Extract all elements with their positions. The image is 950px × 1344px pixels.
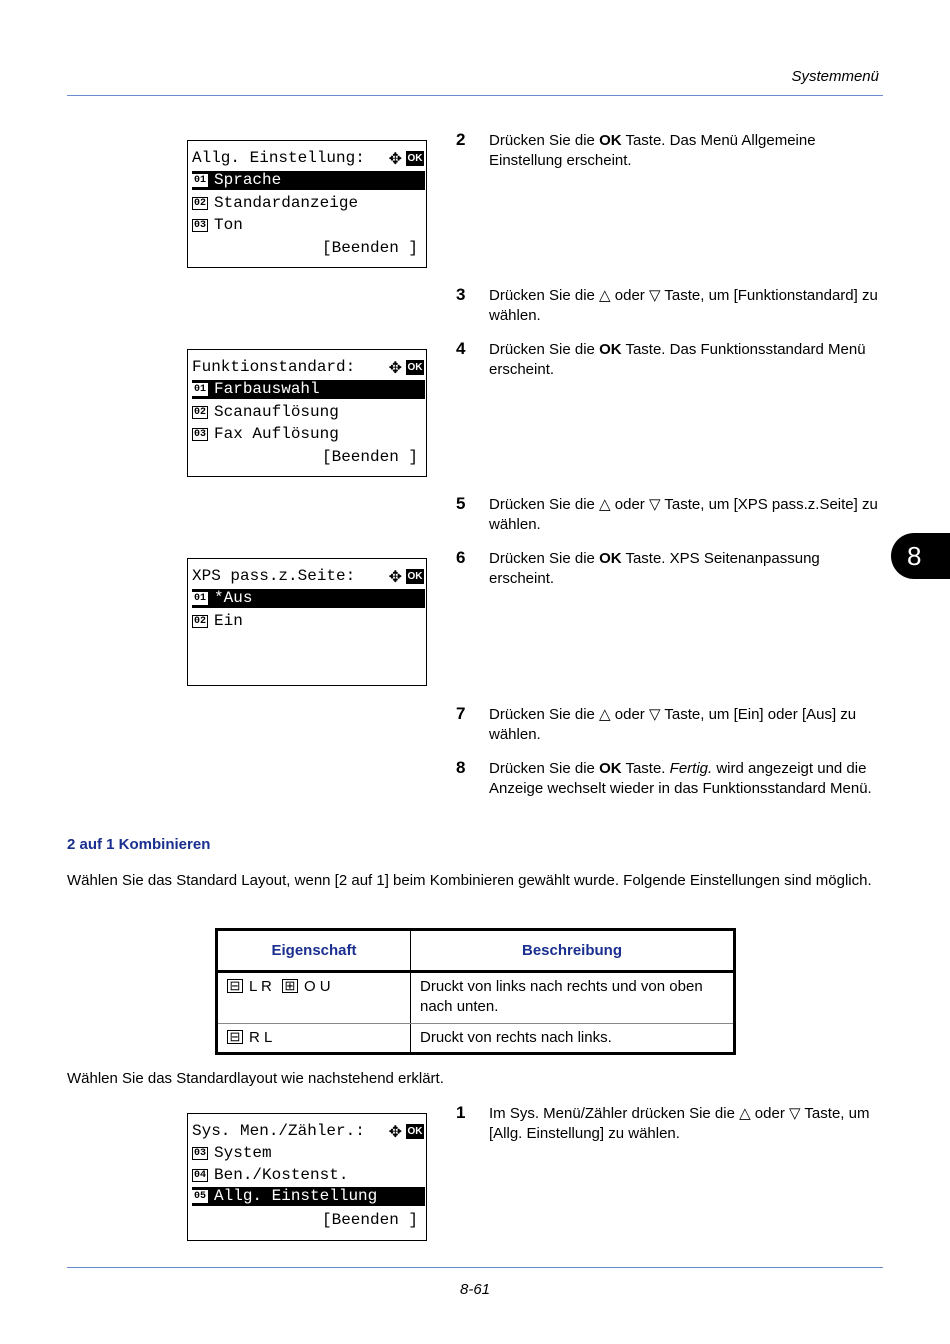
step-number: 8	[456, 758, 466, 777]
lcd-item: 02 Scanauflösung	[194, 403, 339, 421]
step-number: 3	[456, 285, 466, 304]
lcd-title: Sys. Men./Zähler.:	[192, 1122, 365, 1140]
page-number: 8-61	[459, 1281, 491, 1298]
header-rule	[67, 95, 883, 96]
lcd-title: Allg. Einstellung:	[192, 149, 365, 167]
lcd-item: 03 System	[194, 1144, 272, 1162]
lcd-item: 02 Ein	[194, 612, 243, 630]
lcd-item-selected: 01 Farbauswahl	[192, 380, 425, 399]
lcd-item: 04 Ben./Kostenst.	[194, 1166, 349, 1184]
layout-horizontal-icon: ⊟	[227, 1030, 243, 1044]
step-number: 2	[456, 130, 466, 149]
layout-note: Wählen Sie das Standardlayout wie nachstehend erklärt.	[67, 1070, 444, 1087]
lcd-item: 03 Fax Auflösung	[194, 425, 339, 443]
ok-key-icon: OK	[407, 362, 423, 373]
step-number: 6	[456, 548, 466, 567]
table-header: Beschreibung	[411, 930, 735, 972]
lcd-panel-xps	[187, 558, 427, 686]
step-text: Drücken Sie die △ oder ▽ Taste, um [XPS pass.z.Seite] zu wählen.	[489, 496, 878, 533]
layout-vertical-icon: ⊞	[282, 979, 298, 993]
layout-properties-table	[215, 928, 736, 1055]
ok-key-icon: OK	[407, 571, 423, 582]
lcd-title: Funktionstandard:	[192, 358, 356, 376]
lcd-panel-allg-einstellung	[187, 140, 427, 268]
intro-paragraph: Wählen Sie das Standard Layout, wenn [2 auf 1] beim Kombinieren gewählt wurde. Folgende Einstellungen sind möglich.	[67, 872, 872, 889]
ok-key-icon: OK	[407, 153, 423, 164]
step-number: 7	[456, 704, 466, 723]
table-cell-property: ⊟ R L	[217, 1024, 411, 1054]
lcd-item-selected: 05 Allg. Einstellung	[192, 1187, 425, 1206]
lcd-item-selected: 01 *Aus	[192, 589, 425, 608]
lcd-panel-funktionstandard	[187, 349, 427, 477]
lcd-end-softkey: [Beenden ]	[321, 239, 418, 257]
lcd-end-softkey: [Beenden ]	[321, 1211, 418, 1229]
step-number: 1	[456, 1103, 466, 1122]
navigation-arrows-icon: ✥	[388, 569, 402, 587]
table-header-row	[217, 930, 735, 972]
footer-rule	[67, 1267, 883, 1268]
running-header: Systemmenü	[791, 68, 879, 85]
step-text: Drücken Sie die △ oder ▽ Taste, um [Ein] oder [Aus] zu wählen.	[489, 706, 857, 743]
table-cell-description: Druckt von links nach rechts und von oben nach unten.	[411, 972, 735, 1024]
lcd-item-selected: 01 Sprache	[192, 171, 425, 190]
navigation-arrows-icon: ✥	[388, 1124, 402, 1142]
step-text: Drücken Sie die OK Taste. Das Funktionsstandard Menü erscheint.	[489, 341, 866, 378]
table-row	[217, 972, 735, 1024]
lcd-end-softkey: [Beenden ]	[321, 448, 418, 466]
step-text: Drücken Sie die △ oder ▽ Taste, um [Funktionstandard] zu wählen.	[489, 287, 878, 324]
table-cell-property: ⊟ L R ⊞ O U	[217, 972, 411, 1024]
lcd-panel-sys-men	[187, 1113, 427, 1241]
step-number: 5	[456, 494, 466, 513]
step-text: Im Sys. Menü/Zähler drücken Sie die △ oder ▽ Taste, um [Allg. Einstellung] zu wählen.	[489, 1105, 870, 1142]
step-number: 4	[456, 339, 466, 358]
table-row	[217, 1024, 735, 1054]
table-cell-description: Druckt von rechts nach links.	[420, 1029, 612, 1046]
navigation-arrows-icon: ✥	[388, 360, 402, 378]
ok-key-icon: OK	[407, 1126, 423, 1137]
lcd-item: 02 Standardanzeige	[194, 194, 359, 212]
lcd-title: XPS pass.z.Seite:	[192, 567, 356, 585]
step-text: Drücken Sie die OK Taste. XPS Seitenanpassung erscheint.	[489, 550, 820, 587]
chapter-tab: 8	[891, 533, 950, 579]
table-header: Eigenschaft	[217, 930, 411, 972]
layout-horizontal-icon: ⊟	[227, 979, 243, 993]
lcd-item: 03 Ton	[194, 216, 243, 234]
step-text: Drücken Sie die OK Taste. Fertig. wird angezeigt und die Anzeige wechselt wieder in das Funktionsstandard Menü.	[489, 760, 872, 797]
navigation-arrows-icon: ✥	[388, 151, 402, 169]
section-heading: 2 auf 1 Kombinieren	[67, 836, 211, 853]
step-text: Drücken Sie die OK Taste. Das Menü Allgemeine Einstellung erscheint.	[489, 132, 816, 169]
